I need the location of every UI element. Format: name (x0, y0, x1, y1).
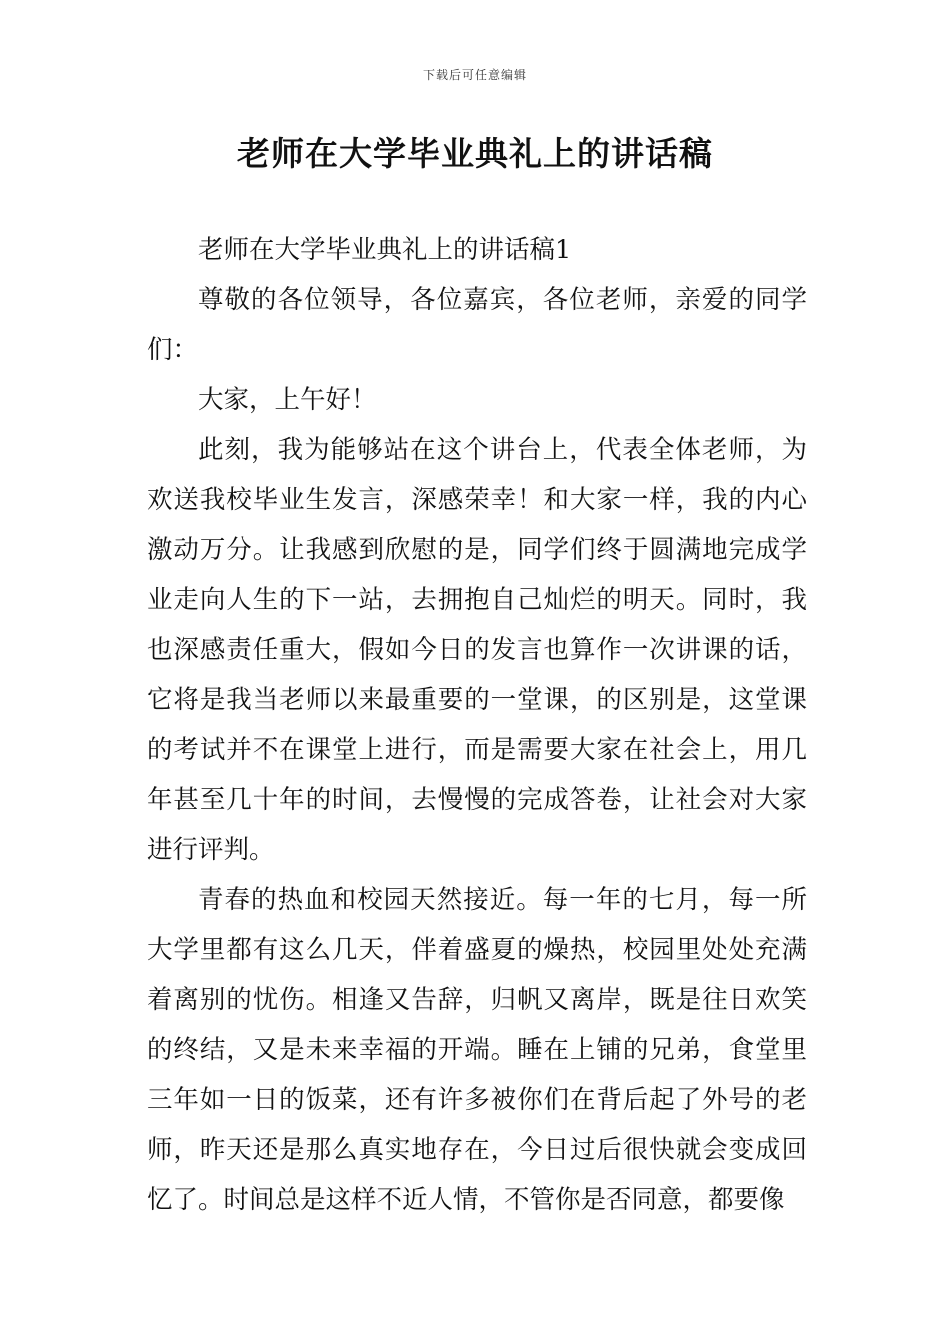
paragraph-greeting: 尊敬的各位领导，各位嘉宾，各位老师，亲爱的同学们： (147, 285, 807, 365)
document-title: 老师在大学毕业典礼上的讲话稿 (237, 134, 713, 173)
header-note: 下载后可任意编辑 (422, 68, 527, 82)
paragraph-subtitle: 老师在大学毕业典礼上的讲话稿1 (198, 235, 572, 265)
document-body (147, 225, 807, 1225)
paragraph-honor: 此刻，我为能够站在这个讲台上，代表全体老师，为欢送我校毕业生发言，深感荣幸！和大家一样，我的内心激动万分。让我感到欣慰的是，同学们终于圆满地完成学业走向人生的下一站，去拥抱自己灿烂的明天。同时，我也深感责任重大，假如今日的发言也算作一次讲课的话，它将是我当老师以来最重要的一堂课，的区别是，这堂课的考试并不在课堂上进行，而是需要大家在社会上，用几年甚至几十年的时间，去慢慢的完成答卷，让社会对大家进行评判。 (147, 435, 807, 865)
paragraph-youth: 青春的热血和校园天然接近。每一年的七月，每一所大学里都有这么几天，伴着盛夏的燥热，校园里处处充满着离别的忧伤。相逢又告辞，归帆又离岸，既是往日欢笑的终结，又是未来幸福的开端。睡在上铺的兄弟，食堂里三年如一日的饭菜，还有许多被你们在背后起了外号的老师，昨天还是那么真实地存在，今日过后很快就会变成回忆了。时间总是这样不近人情，不管你是否同意，都要像 (147, 885, 807, 1215)
paragraph-good-morning: 大家，上午好！ (198, 385, 377, 415)
